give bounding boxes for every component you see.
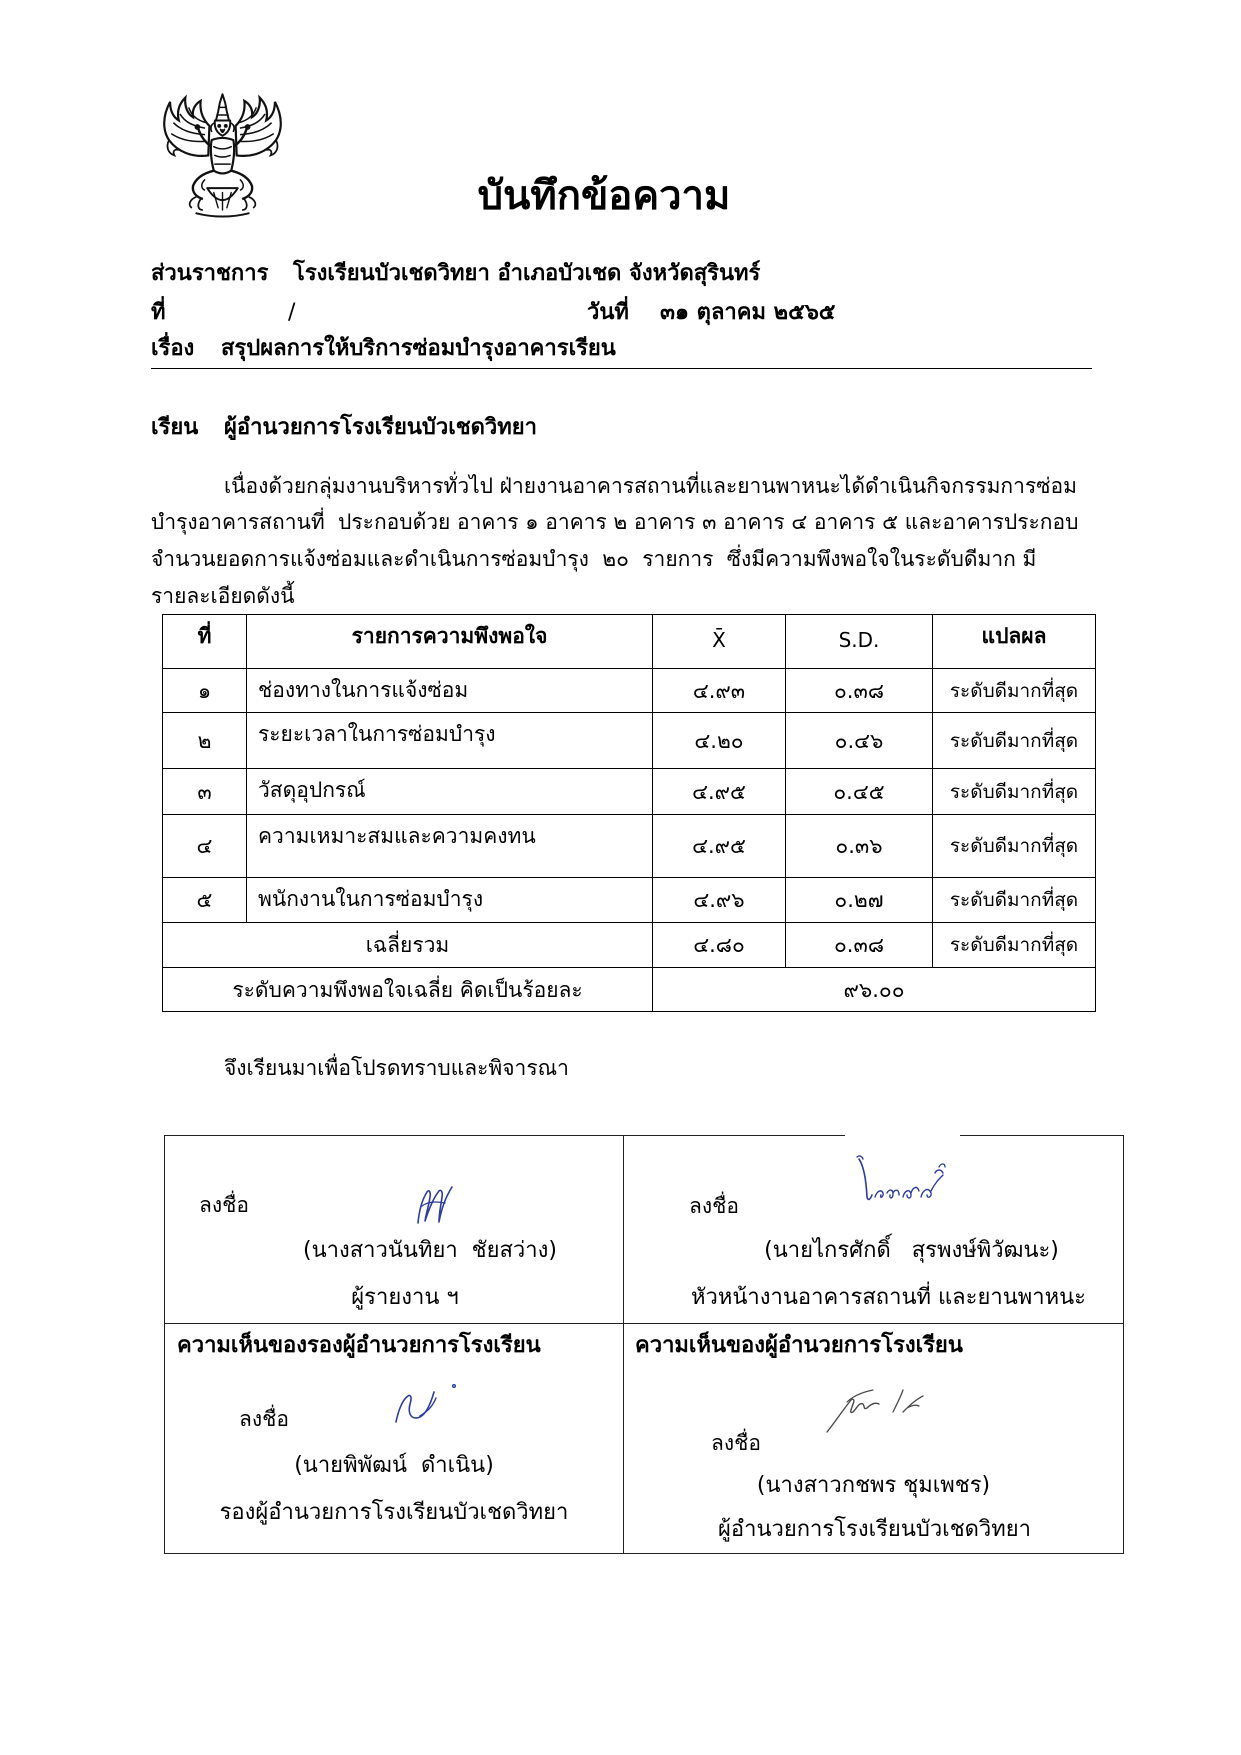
- deputy-name: (นายพิพัฒน์ ดำเนิน): [294, 1453, 494, 1478]
- average-result: ระดับดีมากที่สุด: [933, 923, 1096, 968]
- row-item: ความเหมาะสมและความคงทน: [247, 815, 653, 878]
- deputy-signature-image: [392, 1382, 459, 1426]
- director-sign-label: ลงชื่อ: [711, 1431, 761, 1455]
- row-number: ๔: [163, 815, 247, 878]
- average-sd: ๐.๓๘: [786, 923, 933, 968]
- percent-label: ระดับความพึงพอใจเฉลี่ย คิดเป็นร้อยละ: [163, 968, 653, 1012]
- signature-stroke: [921, 1170, 943, 1197]
- signature-stroke: [903, 1187, 919, 1198]
- signature-stroke: [827, 1399, 879, 1432]
- header-divider: [151, 368, 1092, 369]
- row-mean: ๔.๒๐: [653, 713, 786, 769]
- reporter-signature-image: [415, 1184, 455, 1226]
- table-row: [163, 769, 1096, 815]
- signature-stroke: [875, 1191, 883, 1197]
- agency-label: ส่วนราชการ: [151, 261, 269, 286]
- row-number: ๕: [163, 878, 247, 923]
- garuda-emblem-icon: [157, 92, 288, 221]
- row-number: ๑: [163, 669, 247, 713]
- average-label: เฉลี่ยรวม: [163, 923, 653, 968]
- head-signature-image: [851, 1153, 951, 1208]
- row-result: ระดับดีมากที่สุด: [933, 878, 1096, 923]
- percent-value: ๙๖.๐๐: [653, 968, 1096, 1012]
- column-header-mean: X̄: [653, 615, 786, 669]
- date-value: ๓๑ ตุลาคม ๒๕๖๕: [660, 300, 836, 325]
- row-sd: ๐.๓๘: [786, 669, 933, 713]
- signature-overlay-patch: [845, 1133, 960, 1139]
- reference-value: /: [288, 300, 296, 325]
- head-sign-label: ลงชื่อ: [689, 1194, 739, 1218]
- page-title: บันทึกข้อความ: [477, 173, 731, 219]
- table-header-row: [163, 615, 1096, 669]
- body-line: บำรุงอาคารสถานที่ ประกอบด้วย อาคาร ๑ อาคาร ๒ อาคาร ๓ อาคาร ๔ อาคาร ๕ และอาคารประกอบ: [151, 510, 1079, 534]
- garuda-left-wing: [164, 98, 214, 210]
- table-average-row: [163, 923, 1096, 968]
- salutation-label: เรียน: [151, 415, 199, 440]
- signature-stroke: [893, 1390, 923, 1412]
- column-header-sd: S.D.: [786, 615, 933, 669]
- row-result: ระดับดีมากที่สุด: [933, 769, 1096, 815]
- row-number: ๒: [163, 713, 247, 769]
- body-line: รายละเอียดดังนี้: [151, 584, 295, 608]
- signature-stroke: [859, 1159, 872, 1199]
- deputy-position: รองผู้อำนวยการโรงเรียนบัวเชดวิทยา: [219, 1500, 569, 1525]
- row-result: ระดับดีมากที่สุด: [933, 815, 1096, 878]
- agency-value: โรงเรียนบัวเชดวิทยา อำเภอบัวเชด จังหวัดสุรินทร์: [293, 261, 761, 286]
- deputy-opinion-heading: ความเห็นของรองผู้อำนวยการโรงเรียน: [177, 1333, 541, 1358]
- body-line: เนื่องด้วยกลุ่มงานบริหารทั่วไป ฝ่ายงานอาคารสถานที่และยานพาหนะได้ดำเนินกิจกรรมการซ่อม: [224, 474, 1077, 498]
- column-header-no: ที่: [163, 615, 247, 669]
- subject-label: เรื่อง: [151, 336, 195, 361]
- row-number: ๓: [163, 769, 247, 815]
- date-label: วันที่: [587, 300, 629, 325]
- signature-divider-vertical: [623, 1136, 624, 1553]
- row-result: ระดับดีมากที่สุด: [933, 713, 1096, 769]
- row-sd: ๐.๔๕: [786, 769, 933, 815]
- row-item: ระยะเวลาในการซ่อมบำรุง: [247, 713, 653, 769]
- row-item: วัสดุอุปกรณ์: [247, 769, 653, 815]
- reference-label: ที่: [151, 300, 166, 325]
- table-row: [163, 878, 1096, 923]
- table-row: [163, 815, 1096, 878]
- director-signature-image: [823, 1382, 940, 1434]
- row-mean: ๔.๙๓: [653, 669, 786, 713]
- reporter-sign-label: ลงชื่อ: [199, 1193, 249, 1217]
- row-result: ระดับดีมากที่สุด: [933, 669, 1096, 713]
- column-header-item: รายการความพึงพอใจ: [247, 615, 653, 669]
- signature-stroke: [453, 1385, 456, 1388]
- director-position: ผู้อำนวยการโรงเรียนบัวเชดวิทยา: [717, 1517, 1032, 1542]
- closing-line: จึงเรียนมาเพื่อโปรดทราบและพิจารณา: [224, 1056, 569, 1080]
- head-name: (นายไกรศักดิ์ สุรพงษ์พิวัฒนะ): [764, 1238, 1059, 1263]
- table-row: [163, 669, 1096, 713]
- row-mean: ๔.๙๕: [653, 769, 786, 815]
- head-position: หัวหน้างานอาคารสถานที่ และยานพาหนะ: [691, 1285, 1086, 1310]
- signature-stroke: [857, 1156, 863, 1159]
- signature-stroke: [396, 1392, 434, 1422]
- row-item: ช่องทางในการแจ้งซ่อม: [247, 669, 653, 713]
- row-sd: ๐.๔๖: [786, 713, 933, 769]
- signature-divider-horizontal: [165, 1323, 1123, 1324]
- row-sd: ๐.๓๖: [786, 815, 933, 878]
- column-header-result: แปลผล: [933, 615, 1096, 669]
- salutation-value: ผู้อำนวยการโรงเรียนบัวเชดวิทยา: [224, 415, 538, 440]
- garuda-right-wing: [231, 98, 281, 210]
- signature-stroke: [887, 1190, 899, 1198]
- average-mean: ๔.๘๐: [653, 923, 786, 968]
- deputy-sign-label: ลงชื่อ: [239, 1407, 289, 1431]
- director-opinion-heading: ความเห็นของผู้อำนวยการโรงเรียน: [635, 1333, 963, 1358]
- row-sd: ๐.๒๗: [786, 878, 933, 923]
- director-name: (นางสาวกชพร ชุมเพชร): [756, 1473, 991, 1498]
- signature-block: [164, 1135, 1124, 1554]
- signature-stroke: [939, 1164, 945, 1167]
- row-item: พนักงานในการซ่อมบำรุง: [247, 878, 653, 923]
- row-mean: ๔.๙๖: [653, 878, 786, 923]
- row-mean: ๔.๙๕: [653, 815, 786, 878]
- table-row: [163, 713, 1096, 769]
- reporter-name: (นางสาวนันทิยา ชัยสว่าง): [303, 1238, 557, 1263]
- subject-value: สรุปผลการให้บริการซ่อมบำรุงอาคารเรียน: [221, 336, 616, 361]
- table-percent-row: [163, 968, 1096, 1012]
- body-line: จำนวนยอดการแจ้งซ่อมและดำเนินการซ่อมบำรุง ๒๐ รายการ ซึ่งมีความพึงพอใจในระดับดีมาก มี: [151, 547, 1037, 571]
- reporter-position: ผู้รายงาน ฯ: [351, 1285, 459, 1310]
- satisfaction-table: [162, 614, 1096, 1012]
